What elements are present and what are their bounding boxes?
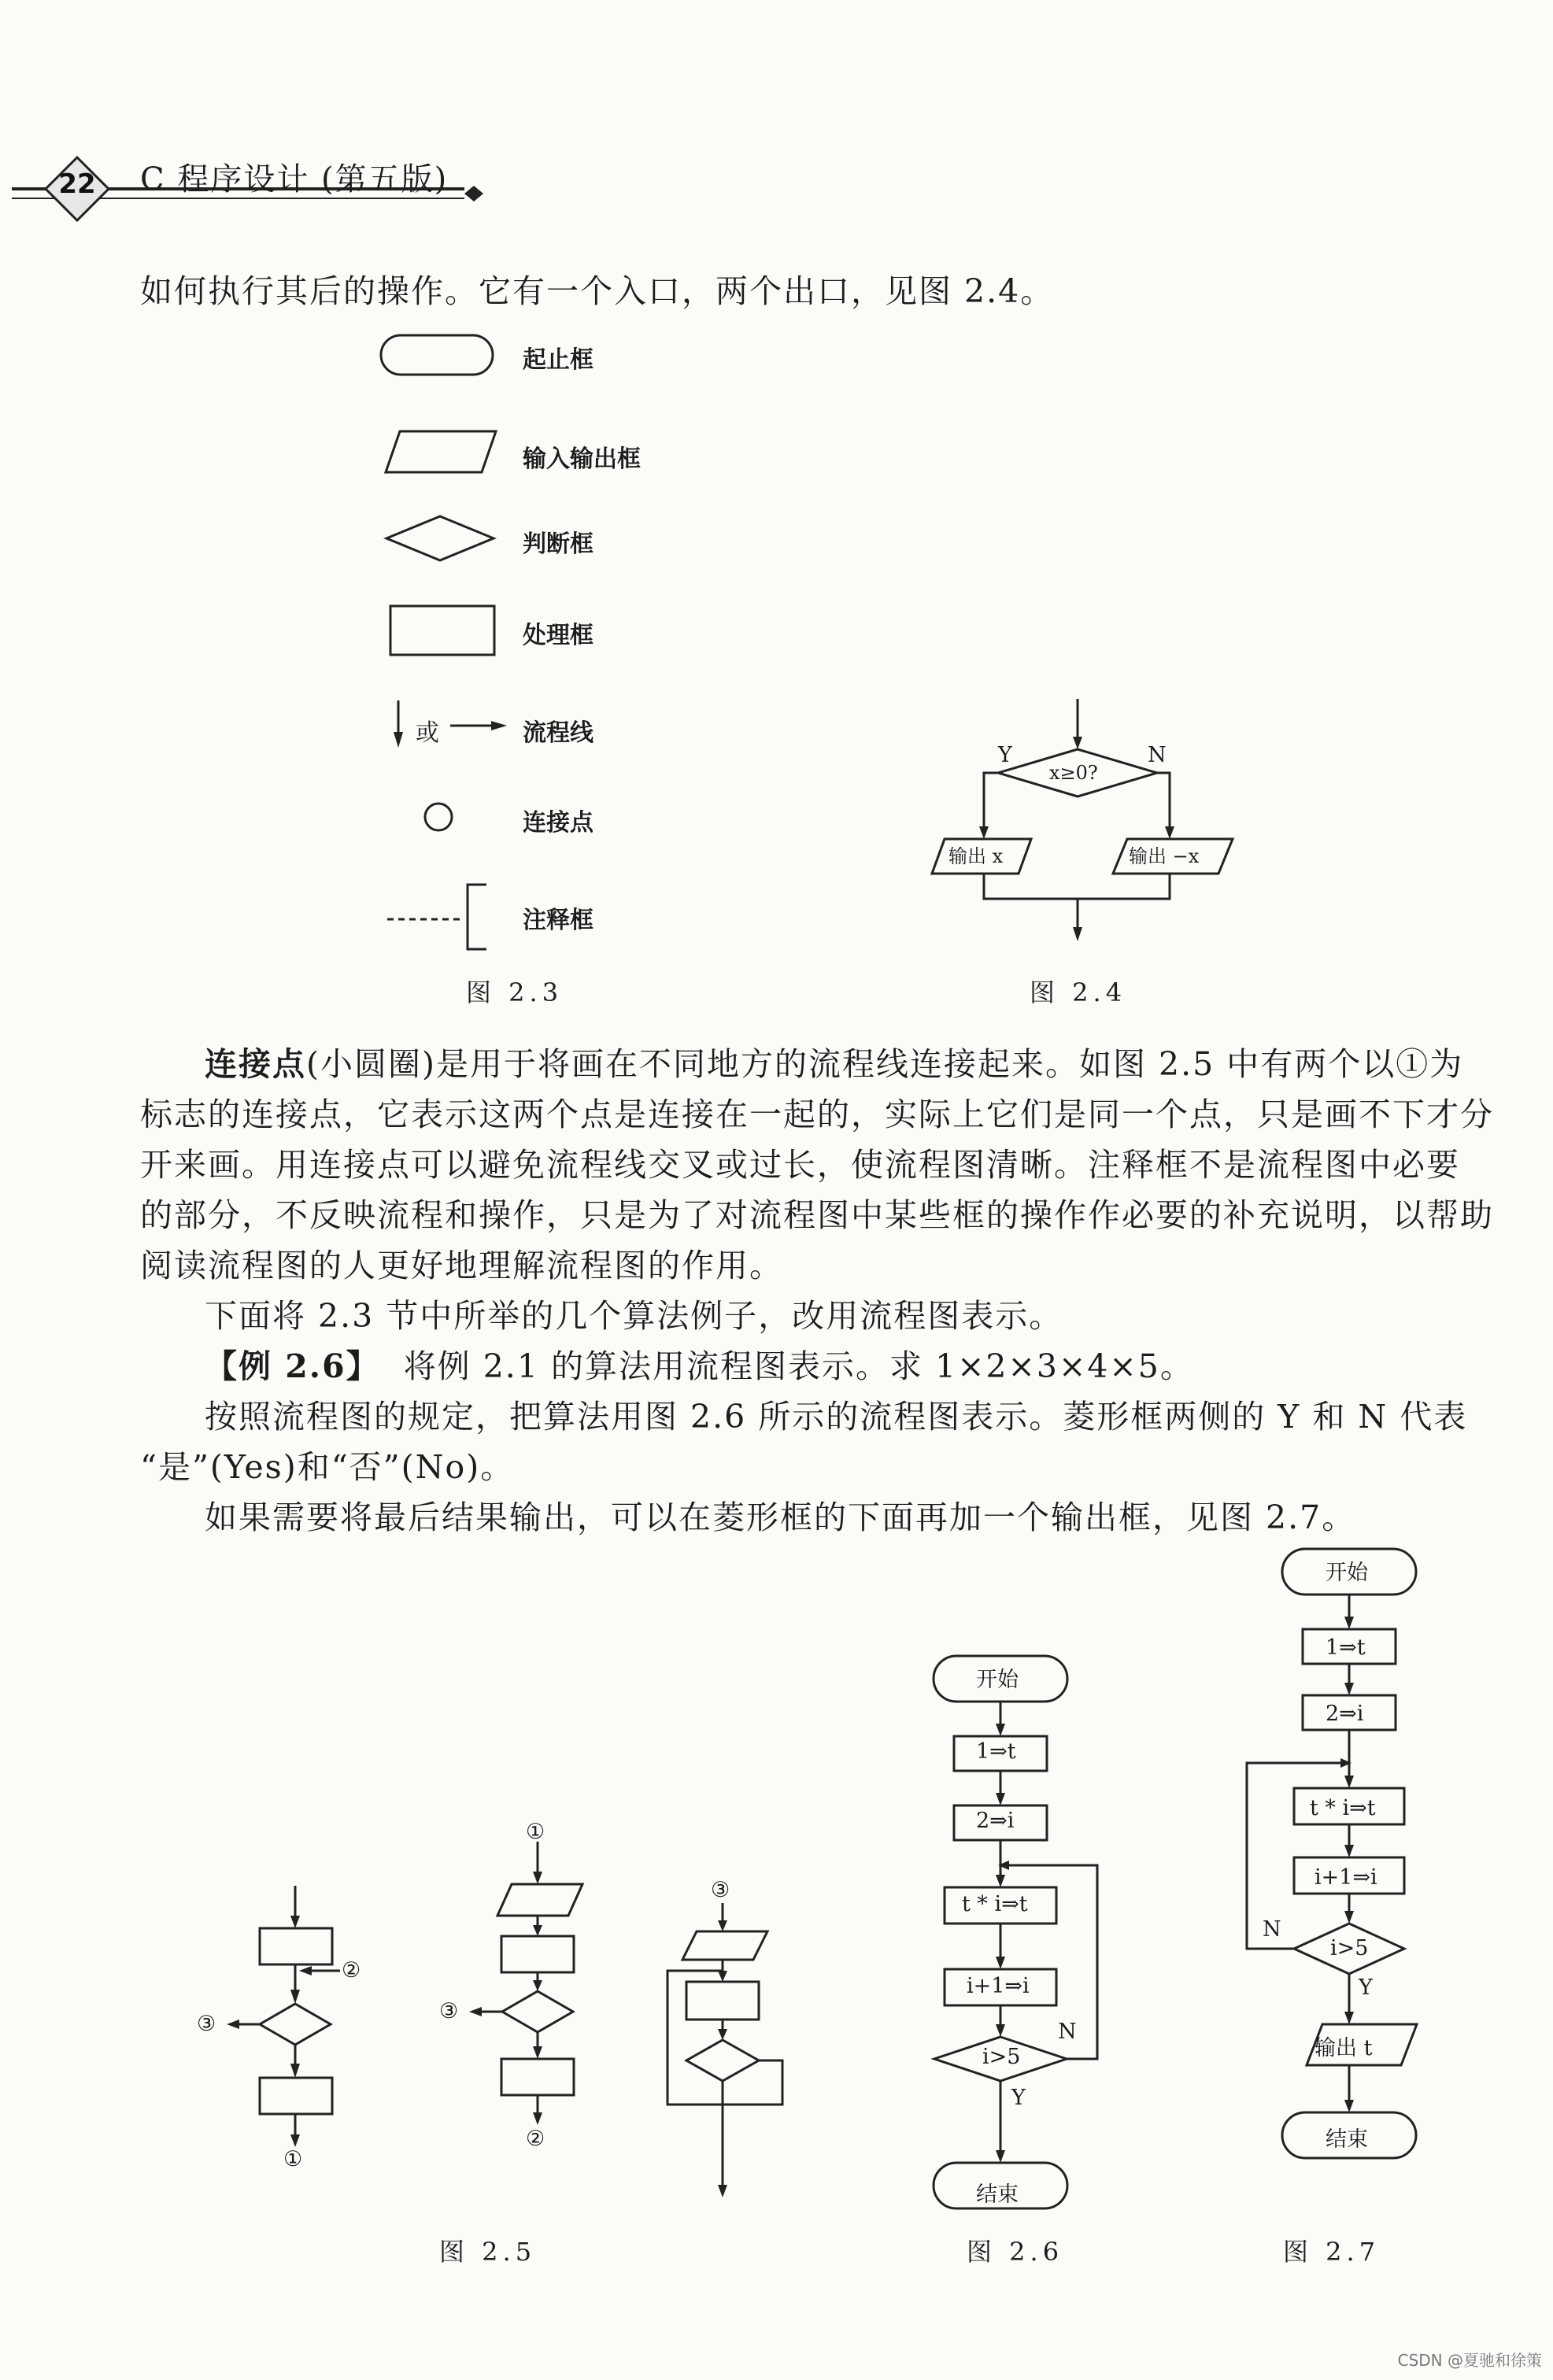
example-line <box>140 1341 1462 1391</box>
para1-line4: 的部分，不反映流程和操作，只是为了对流程图中某些框的操作作必要的补充说明，以帮助 <box>140 1196 1494 1234</box>
fig27-step3: t * i⇒t <box>1310 1796 1376 1820</box>
fig-2-4-caption: 图 2.4 <box>1030 978 1127 1007</box>
fig27-yes: Y <box>1359 1975 1373 2000</box>
fig25-b-connector-2: ② <box>526 2127 545 2151</box>
fig-2-7-caption: 图 2.7 <box>1283 2237 1381 2267</box>
legend-flowline-label: 流程线 <box>523 719 593 747</box>
terminal-shape <box>381 335 493 375</box>
fig25-c-connector-3: ③ <box>711 1878 730 1902</box>
fig27-no: N <box>1263 1917 1281 1942</box>
fig26-step3: t * i⇒t <box>962 1892 1028 1916</box>
page-number: 22 <box>58 168 96 200</box>
fig24-right-output: 输出 −x <box>1129 845 1200 867</box>
fig24-no: N <box>1148 743 1167 767</box>
fig27-step1: 1⇒t <box>1326 1635 1366 1660</box>
para1-line2: 标志的连接点，它表示这两个点是连接在一起的，实际上它们是同一个点，只是画不下才分 <box>140 1096 1494 1133</box>
fig26-no: N <box>1058 2020 1077 2044</box>
term-connector: 连接点 <box>205 1045 306 1083</box>
legend-process-label: 处理框 <box>523 622 593 649</box>
fig24-condition: x≥0? <box>1049 762 1098 784</box>
fig26-end: 结束 <box>976 2182 1019 2207</box>
legend-annotation-label: 注释框 <box>523 907 593 934</box>
legend-or-text: 或 <box>416 719 439 747</box>
fig-2-3-caption: 图 2.3 <box>466 978 564 1007</box>
fig25-a-connector-3: ③ <box>197 2012 216 2036</box>
example-tag: 【例 2.6】 <box>205 1347 380 1385</box>
legend-io-label: 输入输出框 <box>523 445 641 473</box>
para3-line1: 按照流程图的规定，把算法用图 2.6 所示的流程图表示。菱形框两侧的 Y 和 N 代表 <box>205 1398 1468 1436</box>
body-paragraphs <box>140 1039 1494 1543</box>
para1-line5: 阅读流程图的人更好地理解流程图的作用。 <box>140 1247 783 1284</box>
fig27-condition: i>5 <box>1330 1936 1369 1961</box>
fig-2-4 <box>0 693 1553 960</box>
legend-decision-label: 判断框 <box>523 530 593 558</box>
para4: 如果需要将最后结果输出，可以在菱形框的下面再加一个输出框，见图 2.7。 <box>205 1499 1356 1536</box>
fig25-b-connector-1: ① <box>526 1820 545 1844</box>
fig25-b-connector-3: ③ <box>439 1999 459 2023</box>
io-shape <box>386 431 496 472</box>
fig26-condition: i>5 <box>982 2045 1021 2069</box>
process-shape <box>390 606 494 655</box>
fig27-end: 结束 <box>1326 2127 1368 2152</box>
fig-2-6-caption: 图 2.6 <box>967 2237 1064 2267</box>
watermark: CSDN @夏驰和徐策 <box>1397 2351 1542 2370</box>
para3-line2: “是”(Yes)和“否”(No)。 <box>140 1448 515 1486</box>
para1-line1: 连接点(小圆圈)是用于将画在不同地方的流程线连接起来。如图 2.5 中有两个以①为 <box>205 1045 1464 1083</box>
fig24-left-output: 输出 x <box>948 845 1004 867</box>
decision-shape <box>386 516 494 560</box>
fig25-a-connector-1: ① <box>283 2147 303 2171</box>
header-decoration <box>0 0 1553 236</box>
legend-connector-label: 连接点 <box>523 809 593 837</box>
fig26-step1: 1⇒t <box>976 1739 1016 1764</box>
fig-2-5-caption: 图 2.5 <box>439 2237 537 2267</box>
fig27-output: 输出 t <box>1315 2036 1373 2060</box>
example-text: 将例 2.1 的算法用流程图表示。求 1×2×3×4×5。 <box>403 1347 1194 1385</box>
book-title: C 程序设计 (第五版) <box>140 161 449 198</box>
fig26-step2: 2⇒i <box>976 1809 1015 1833</box>
fig26-yes: Y <box>1011 2086 1026 2110</box>
fig26-step4: i+1⇒i <box>967 1974 1030 1998</box>
fig25-a-connector-2: ② <box>342 1958 361 1983</box>
fig24-yes: Y <box>998 743 1012 767</box>
fig26-start: 开始 <box>976 1668 1019 1692</box>
fig27-start: 开始 <box>1326 1561 1368 1585</box>
para2: 下面将 2.3 节中所举的几个算法例子，改用流程图表示。 <box>205 1297 1063 1335</box>
para1-line3: 开来画。用连接点可以避免流程线交叉或过长，使流程图清晰。注释框不是流程图中必要 <box>140 1146 1460 1184</box>
fig27-step2: 2⇒i <box>1326 1702 1364 1726</box>
fig27-step4: i+1⇒i <box>1315 1865 1377 1890</box>
intro-line: 如何执行其后的操作。它有一个入口，两个出口，见图 2.4。 <box>140 272 1055 310</box>
legend-terminal-label: 起止框 <box>523 346 593 374</box>
